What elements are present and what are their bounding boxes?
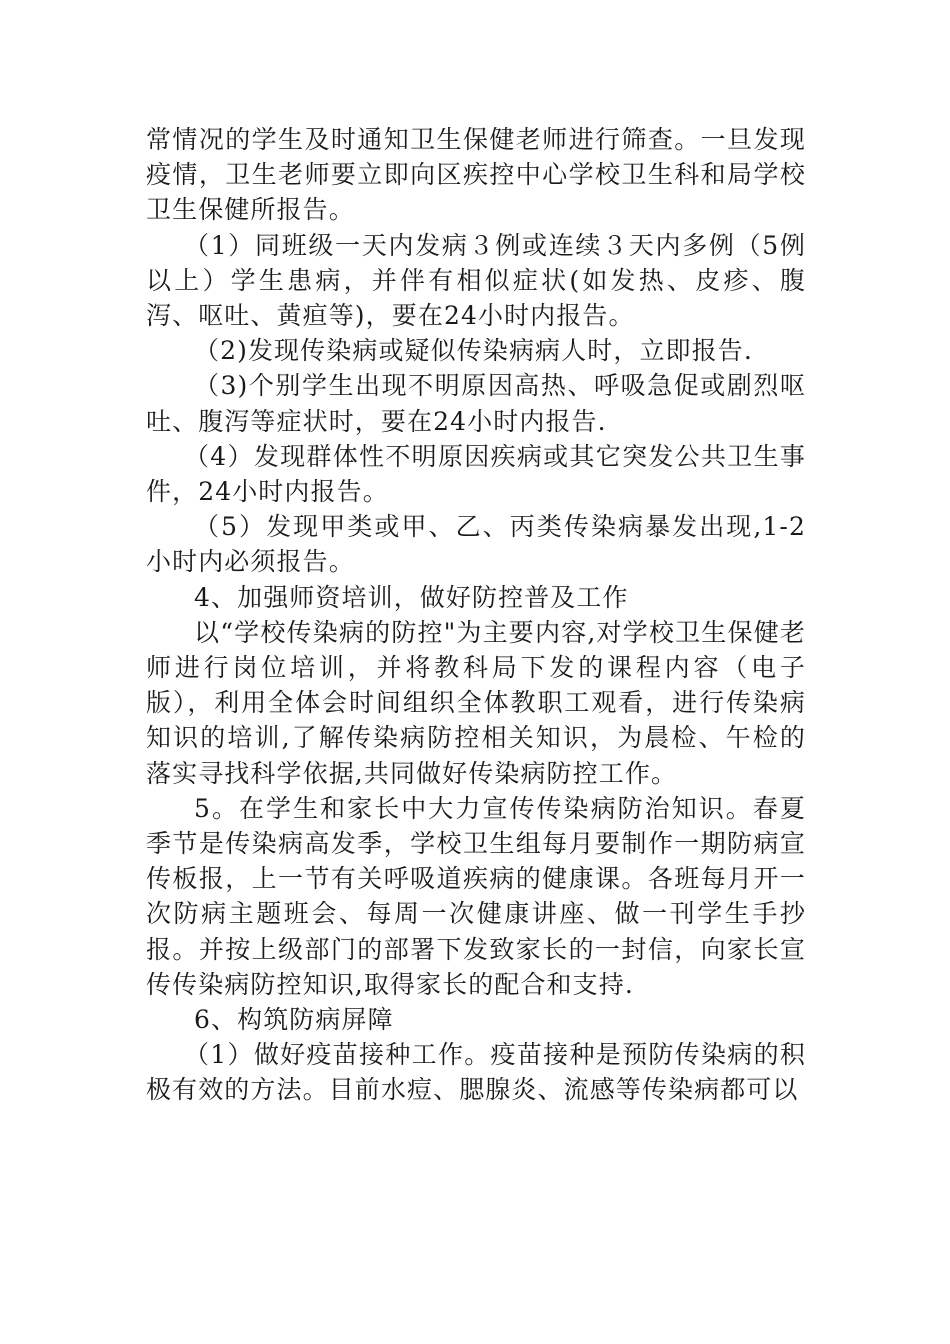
paragraph-vaccination: （1）做好疫苗接种工作。疫苗接种是预防传染病的积极有效的方法。目前水痘、腮腺炎、流感等传染病都可以 bbox=[146, 1040, 806, 1105]
paragraph-publicity: 5。在学生和家长中大力宣传传染病防治知识。春夏季节是传染病高发季，学校卫生组每月要制作一期防病宣传板报，上一节有关呼吸道疾病的健康课。各班每月开一次防病主题班会、每周一次健康讲座、做一刊学生手抄报。并按上级部门的部署下发致家长的一封信，向家长宣传传染病防控知识,取得家长的配合和支持. bbox=[146, 793, 806, 999]
paragraph-report-item-2: （2)发现传染病或疑似传染病病人时，立即报告. bbox=[194, 336, 753, 366]
paragraph-report-item-1: （1）同班级一天内发病３例或连续３天内多例（5例以上）学生患病，并伴有相似症状(如发热、皮疹、腹泻、呕吐、黄疸等)，要在24小时内报告。 bbox=[146, 230, 806, 331]
document-body bbox=[146, 122, 806, 1108]
paragraph-report-item-3: （3)个别学生出现不明原因高热、呼吸急促或剧烈呕吐、腹泻等症状时，要在24小时内报告. bbox=[146, 371, 806, 436]
paragraph-report-item-5: （5）发现甲类或甲、乙、丙类传染病暴发出现,1-2小时内必须报告。 bbox=[146, 512, 806, 577]
section-heading-training: 4、加强师资培训，做好防控普及工作 bbox=[194, 582, 629, 612]
paragraph-training: 以“学校传染病的防控"为主要内容,对学校卫生保健老师进行岗位培训，并将教科局下发的课程内容（电子版），利用全体会时间组织全体教职工观看，进行传染病知识的培训,了解传染病防控相关知识，为晨检、午检的落实寻找科学依据,共同做好传染病防控工作。 bbox=[146, 617, 806, 788]
paragraph-report-intro: 常情况的学生及时通知卫生保健老师进行筛查。一旦发现疫情，卫生老师要立即向区疾控中心学校卫生科和局学校卫生保健所报告。 bbox=[146, 125, 806, 225]
paragraph-report-item-4: （4）发现群体性不明原因疾病或其它突发公共卫生事件，24小时内报告。 bbox=[146, 441, 806, 507]
section-heading-barrier: 6、构筑防病屏障 bbox=[194, 1005, 394, 1035]
